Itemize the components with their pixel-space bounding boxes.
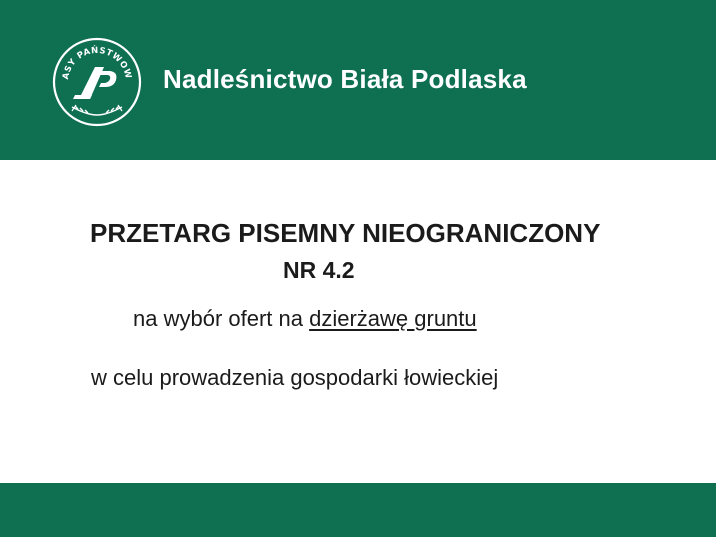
organization-name: Nadleśnictwo Biała Podlaska: [163, 64, 527, 94]
footer-bar: [0, 483, 716, 537]
tender-subject-line: [133, 306, 477, 332]
svg-text:LASY PAŃSTWOWE: ASY PAŃSTWOW: [61, 45, 134, 81]
lasy-panstwowe-logo-icon: [52, 37, 142, 127]
subject-underlined-text: dzierżawę gruntu: [309, 306, 477, 331]
tender-purpose-line: w celu prowadzenia gospodarki łowieckiej: [91, 365, 499, 390]
tender-title: PRZETARG PISEMNY NIEOGRANICZONY: [90, 218, 601, 248]
tender-number: NR 4.2: [283, 257, 355, 283]
subject-text: na wybór ofert na: [133, 306, 310, 331]
header-bar: [0, 0, 716, 160]
